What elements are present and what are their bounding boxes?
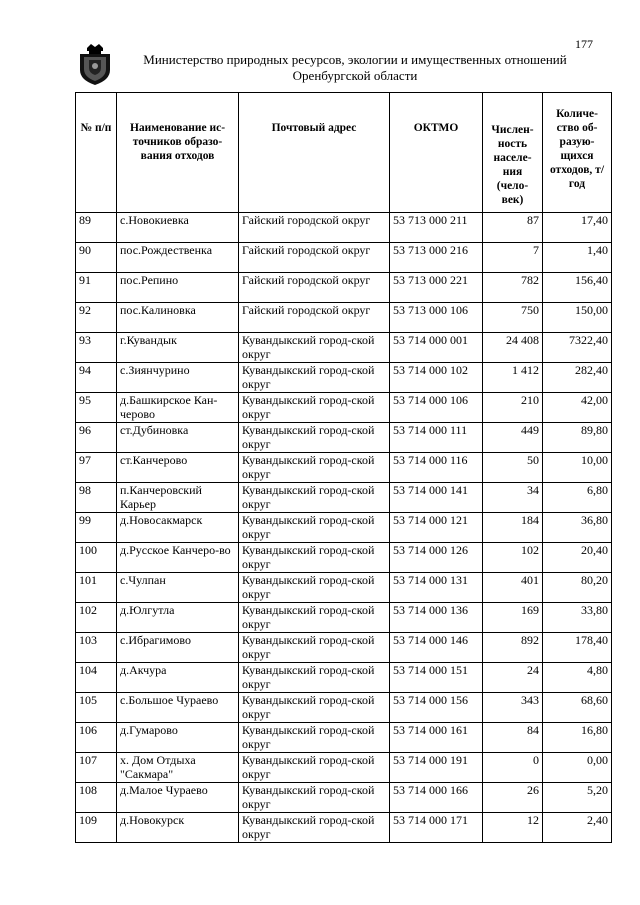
table-header-row — [76, 93, 612, 213]
cell-population: 102 — [483, 543, 543, 573]
cell-address: Кувандыкский город-ской округ — [239, 513, 390, 543]
cell-population: 449 — [483, 423, 543, 453]
cell-index: 91 — [76, 273, 117, 303]
cell-oktmo: 53 714 000 146 — [390, 633, 483, 663]
header-oktmo: ОКТМО — [390, 93, 483, 213]
ministry-title: Министерство природных ресурсов, экологии и имущественных отношений — [143, 52, 567, 67]
cell-population: 87 — [483, 213, 543, 243]
cell-waste: 2,40 — [543, 813, 612, 843]
cell-waste: 6,80 — [543, 483, 612, 513]
cell-waste: 80,20 — [543, 573, 612, 603]
cell-index: 109 — [76, 813, 117, 843]
cell-index: 107 — [76, 753, 117, 783]
cell-oktmo: 53 714 000 151 — [390, 663, 483, 693]
cell-waste: 33,80 — [543, 603, 612, 633]
cell-index: 96 — [76, 423, 117, 453]
table-row — [76, 753, 612, 783]
cell-population: 184 — [483, 513, 543, 543]
cell-address: Кувандыкский город-ской округ — [239, 753, 390, 783]
cell-source: х. Дом Отдыха "Сакмара" — [117, 753, 239, 783]
cell-source: с.Зиянчурино — [117, 363, 239, 393]
cell-population: 24 408 — [483, 333, 543, 363]
cell-population: 24 — [483, 663, 543, 693]
cell-population: 50 — [483, 453, 543, 483]
cell-oktmo: 53 713 000 106 — [390, 303, 483, 333]
header-population: Числен-ность населе-ния (чело-век) — [483, 93, 543, 213]
cell-source: д.Новосакмарск — [117, 513, 239, 543]
cell-address: Кувандыкский город-ской округ — [239, 423, 390, 453]
cell-oktmo: 53 714 000 191 — [390, 753, 483, 783]
cell-waste: 36,80 — [543, 513, 612, 543]
cell-address: Кувандыкский город-ской округ — [239, 723, 390, 753]
header-index: № п/п — [76, 93, 117, 213]
cell-index: 94 — [76, 363, 117, 393]
cell-waste: 4,80 — [543, 663, 612, 693]
cell-address: Кувандыкский город-ской округ — [239, 363, 390, 393]
table-row — [76, 453, 612, 483]
cell-index: 98 — [76, 483, 117, 513]
table-row — [76, 813, 612, 843]
cell-waste: 16,80 — [543, 723, 612, 753]
cell-oktmo: 53 714 000 131 — [390, 573, 483, 603]
cell-population: 782 — [483, 273, 543, 303]
table-row — [76, 483, 612, 513]
cell-address: Кувандыкский город-ской округ — [239, 693, 390, 723]
cell-source: д.Башкирское Кан-черово — [117, 393, 239, 423]
cell-population: 1 412 — [483, 363, 543, 393]
cell-source: с.Чулпан — [117, 573, 239, 603]
cell-waste: 1,40 — [543, 243, 612, 273]
table-row — [76, 423, 612, 453]
header-address: Почтовый адрес — [239, 93, 390, 213]
cell-population: 34 — [483, 483, 543, 513]
waste-sources-table — [75, 92, 612, 843]
table-row — [76, 213, 612, 243]
table-row — [76, 723, 612, 753]
cell-oktmo: 53 713 000 216 — [390, 243, 483, 273]
cell-index: 108 — [76, 783, 117, 813]
cell-oktmo: 53 714 000 121 — [390, 513, 483, 543]
cell-oktmo: 53 714 000 001 — [390, 333, 483, 363]
cell-index: 95 — [76, 393, 117, 423]
cell-index: 104 — [76, 663, 117, 693]
cell-index: 100 — [76, 543, 117, 573]
cell-address: Кувандыкский город-ской округ — [239, 453, 390, 483]
coat-of-arms-icon — [77, 42, 113, 86]
table-row — [76, 693, 612, 723]
cell-population: 401 — [483, 573, 543, 603]
cell-address: Кувандыкский город-ской округ — [239, 783, 390, 813]
cell-waste: 156,40 — [543, 273, 612, 303]
ministry-header — [120, 52, 590, 84]
cell-population: 84 — [483, 723, 543, 753]
header-waste: Количе-ство об-разую-щихся отходов, т/год — [543, 93, 612, 213]
cell-waste: 68,60 — [543, 693, 612, 723]
cell-source: пос.Калиновка — [117, 303, 239, 333]
cell-population: 210 — [483, 393, 543, 423]
cell-address: Гайский городской округ — [239, 303, 390, 333]
cell-source: д.Юлгутла — [117, 603, 239, 633]
cell-oktmo: 53 713 000 211 — [390, 213, 483, 243]
cell-index: 89 — [76, 213, 117, 243]
cell-address: Кувандыкский город-ской округ — [239, 333, 390, 363]
cell-waste: 20,40 — [543, 543, 612, 573]
cell-source: д.Акчура — [117, 663, 239, 693]
cell-oktmo: 53 714 000 171 — [390, 813, 483, 843]
cell-oktmo: 53 714 000 136 — [390, 603, 483, 633]
cell-address: Гайский городской округ — [239, 273, 390, 303]
cell-source: п.Канчеровский Карьер — [117, 483, 239, 513]
table-row — [76, 363, 612, 393]
table-row — [76, 273, 612, 303]
table-row — [76, 783, 612, 813]
cell-source: д.Русское Канчеро-во — [117, 543, 239, 573]
cell-index: 106 — [76, 723, 117, 753]
cell-source: с.Новокиевка — [117, 213, 239, 243]
table-row — [76, 393, 612, 423]
cell-address: Кувандыкский город-ской округ — [239, 483, 390, 513]
cell-waste: 178,40 — [543, 633, 612, 663]
cell-population: 7 — [483, 243, 543, 273]
cell-population: 26 — [483, 783, 543, 813]
page-number: 177 — [575, 37, 593, 51]
cell-source: д.Гумарово — [117, 723, 239, 753]
cell-source: д.Малое Чураево — [117, 783, 239, 813]
cell-address: Кувандыкский город-ской округ — [239, 633, 390, 663]
cell-population: 343 — [483, 693, 543, 723]
cell-oktmo: 53 714 000 111 — [390, 423, 483, 453]
cell-address: Кувандыкский город-ской округ — [239, 663, 390, 693]
cell-waste: 7322,40 — [543, 333, 612, 363]
cell-address: Кувандыкский город-ской округ — [239, 603, 390, 633]
cell-population: 169 — [483, 603, 543, 633]
cell-oktmo: 53 713 000 221 — [390, 273, 483, 303]
cell-population: 12 — [483, 813, 543, 843]
table-row — [76, 243, 612, 273]
cell-waste: 89,80 — [543, 423, 612, 453]
cell-oktmo: 53 714 000 161 — [390, 723, 483, 753]
cell-source: с.Ибрагимово — [117, 633, 239, 663]
cell-waste: 150,00 — [543, 303, 612, 333]
cell-address: Гайский городской округ — [239, 243, 390, 273]
cell-oktmo: 53 714 000 102 — [390, 363, 483, 393]
cell-population: 750 — [483, 303, 543, 333]
cell-waste: 42,00 — [543, 393, 612, 423]
cell-index: 90 — [76, 243, 117, 273]
cell-index: 93 — [76, 333, 117, 363]
cell-waste: 282,40 — [543, 363, 612, 393]
table-row — [76, 573, 612, 603]
cell-oktmo: 53 714 000 166 — [390, 783, 483, 813]
cell-oktmo: 53 714 000 141 — [390, 483, 483, 513]
cell-waste: 5,20 — [543, 783, 612, 813]
cell-source: пос.Рождественка — [117, 243, 239, 273]
ministry-region: Оренбургской области — [292, 68, 418, 83]
cell-source: г.Кувандык — [117, 333, 239, 363]
cell-index: 103 — [76, 633, 117, 663]
cell-address: Кувандыкский город-ской округ — [239, 543, 390, 573]
cell-source: пос.Репино — [117, 273, 239, 303]
cell-index: 99 — [76, 513, 117, 543]
cell-waste: 0,00 — [543, 753, 612, 783]
cell-source: д.Новокурск — [117, 813, 239, 843]
cell-index: 92 — [76, 303, 117, 333]
cell-oktmo: 53 714 000 116 — [390, 453, 483, 483]
cell-index: 102 — [76, 603, 117, 633]
cell-oktmo: 53 714 000 156 — [390, 693, 483, 723]
table-row — [76, 303, 612, 333]
table-row — [76, 603, 612, 633]
table-row — [76, 543, 612, 573]
cell-source: ст.Дубиновка — [117, 423, 239, 453]
cell-index: 105 — [76, 693, 117, 723]
table-row — [76, 333, 612, 363]
cell-index: 97 — [76, 453, 117, 483]
cell-population: 892 — [483, 633, 543, 663]
cell-source: ст.Канчерово — [117, 453, 239, 483]
table-row — [76, 633, 612, 663]
cell-oktmo: 53 714 000 106 — [390, 393, 483, 423]
cell-waste: 10,00 — [543, 453, 612, 483]
cell-address: Кувандыкский город-ской округ — [239, 393, 390, 423]
cell-population: 0 — [483, 753, 543, 783]
header-source: Наименование ис-точников образо-вания отходов — [117, 93, 239, 213]
cell-address: Кувандыкский город-ской округ — [239, 813, 390, 843]
cell-source: с.Большое Чураево — [117, 693, 239, 723]
cell-index: 101 — [76, 573, 117, 603]
table-row — [76, 663, 612, 693]
table-row — [76, 513, 612, 543]
cell-address: Кувандыкский город-ской округ — [239, 573, 390, 603]
cell-oktmo: 53 714 000 126 — [390, 543, 483, 573]
cell-waste: 17,40 — [543, 213, 612, 243]
cell-address: Гайский городской округ — [239, 213, 390, 243]
